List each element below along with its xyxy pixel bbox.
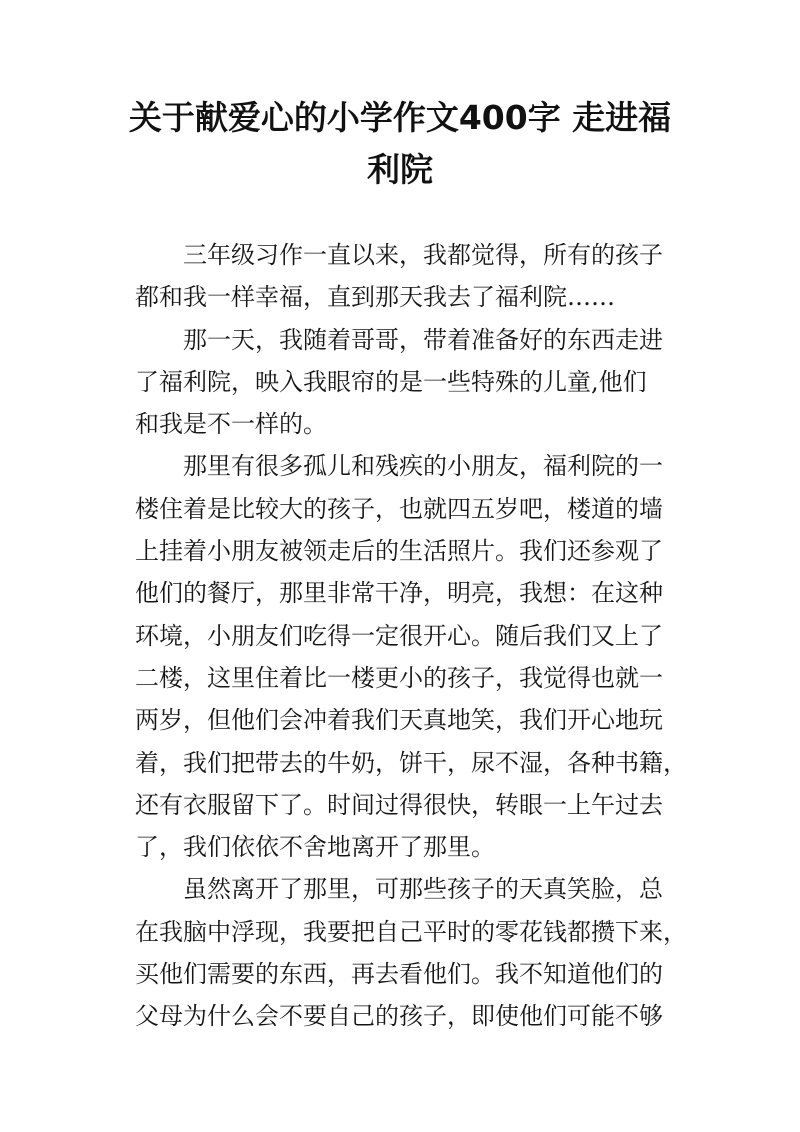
- text-line: 了，我们依依不舍地离开了那里。: [135, 833, 495, 862]
- text-line: 在我脑中浮现，我要把自己平时的零花钱都攒下来，: [135, 917, 687, 946]
- text-line: 上挂着小朋友被领走后的生活照片。我们还参观了: [135, 537, 663, 566]
- document-body: [135, 234, 687, 1038]
- text-line: 二楼，这里住着比一楼更小的孩子，我觉得也就一: [135, 663, 663, 692]
- text-line: 他们的餐厅，那里非常干净，明亮，我想：在这种: [135, 579, 663, 608]
- text-line: 三年级习作一直以来，我都觉得，所有的孩子: [183, 241, 663, 269]
- text-line: 楼住着是比较大的孩子，也就四五岁吧，楼道的墙: [135, 494, 663, 523]
- text-line: 了福利院，映入我眼帘的是一些特殊的儿童,他们: [135, 367, 647, 396]
- document-title: [120, 92, 680, 196]
- text-line: 买他们需要的东西，再去看他们。我不知道他们的: [135, 960, 663, 989]
- text-line: 着，我们把带去的牛奶，饼干，尿不湿，各种书籍，: [135, 748, 687, 777]
- text-line: 都和我一样幸福，直到那天我去了福利院……: [135, 283, 615, 312]
- title-line-1: 关于献爱心的小学作文400字 走进福: [128, 98, 672, 137]
- text-line: 环境，小朋友们吃得一定很开心。随后我们又上了: [135, 621, 663, 650]
- text-line: 还有衣服留下了。时间过得很快，转眼一上午过去: [135, 790, 663, 819]
- text-line: 两岁，但他们会冲着我们天真地笑，我们开心地玩: [135, 706, 663, 735]
- text-line: 那一天，我随着哥哥，带着准备好的东西走进: [183, 325, 663, 354]
- text-line: 和我是不一样的。: [135, 410, 327, 439]
- title-line-2: 利院: [367, 150, 433, 189]
- text-line: 那里有很多孤儿和残疾的小朋友，福利院的一: [183, 452, 663, 481]
- text-line: 父母为什么会不要自己的孩子，即使他们可能不够: [135, 1002, 663, 1031]
- text-line: 虽然离开了那里，可那些孩子的天真笑脸，总: [183, 875, 663, 904]
